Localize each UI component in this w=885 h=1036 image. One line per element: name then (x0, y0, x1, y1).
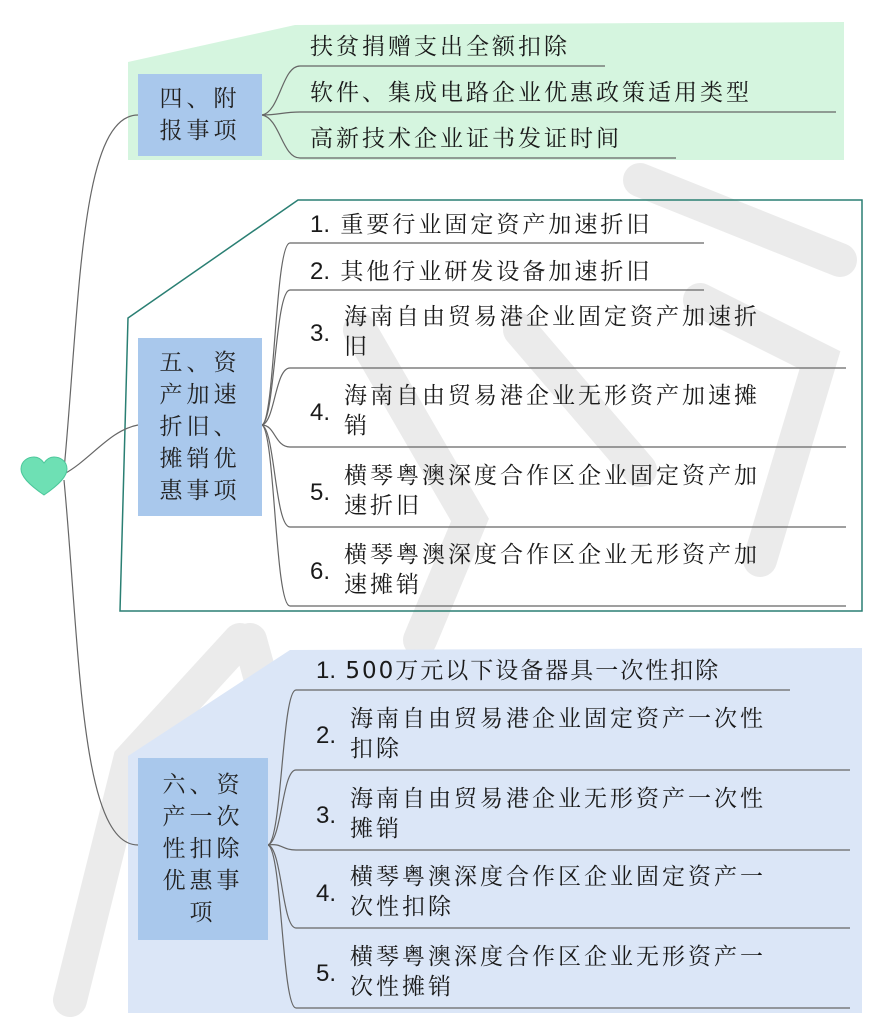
section4-label-line-2: 报事项 (159, 118, 241, 144)
root-connectors (64, 115, 138, 845)
heart-icon (21, 457, 67, 495)
item-text-line-2: 次性摊销 (350, 974, 454, 1000)
item-text: 其他行业研发设备加速折旧 (340, 259, 653, 285)
section6-label-line-5: 项 (189, 900, 217, 926)
section5-item-3 (344, 302, 760, 362)
section5-label-line-2: 产加速 (159, 382, 241, 408)
section6-label-line-4: 优惠事 (162, 868, 244, 894)
item-text: 扶贫捐赠支出全额扣除 (310, 34, 570, 60)
section6-item-2 (350, 704, 766, 764)
item-text-line-1: 海南自由贸易港企业无形资产一次性 (350, 786, 766, 812)
item-text-line-2: 摊销 (350, 816, 402, 842)
section5-label-line-4: 摊销优 (159, 446, 241, 472)
section4-label-line-1: 四、附 (159, 86, 241, 112)
section6-item-5 (350, 942, 766, 1002)
section5-item-2 (310, 257, 652, 287)
item-text-line-1: 横琴粤澳深度合作区企业固定资产加 (344, 463, 760, 489)
section5-label-line-3: 折旧、 (159, 414, 241, 440)
item-text: 软件、集成电路企业优惠政策适用类型 (310, 80, 752, 106)
section5-item-6 (344, 540, 760, 600)
item-text: 500万元以下设备器具一次性扣除 (345, 658, 721, 684)
item-text-line-2: 速折旧 (344, 493, 422, 519)
item-text-line-1: 横琴粤澳深度合作区企业无形资产加 (344, 542, 760, 568)
section6-label-line-3: 性扣除 (162, 836, 244, 862)
section6-label-line-2: 产一次 (162, 804, 244, 830)
section6-item-3 (350, 784, 766, 844)
section6-label (138, 758, 268, 940)
section6-item-1 (316, 656, 720, 686)
item-text-line-2: 旧 (344, 334, 370, 360)
item-number: 1. (316, 657, 337, 684)
item-text-line-2: 次性扣除 (350, 894, 454, 920)
section4-label (138, 74, 262, 156)
section5-label (138, 338, 262, 516)
item-text-line-1: 海南自由贸易港企业固定资产加速折 (344, 304, 760, 330)
item-text-line-2: 速摊销 (344, 572, 422, 598)
section6-label-line-1: 六、资 (162, 772, 244, 798)
item-text-line-1: 横琴粤澳深度合作区企业固定资产一 (350, 864, 766, 890)
item-text-line-2: 扣除 (350, 736, 402, 762)
section5-item-1 (310, 210, 652, 240)
section5-item-4 (344, 381, 760, 441)
item-number: 2. (310, 258, 331, 285)
section6-item-2-number: 2. (316, 722, 337, 749)
section6-item-4-number: 4. (316, 880, 337, 907)
section5-label-line-5: 惠事项 (159, 478, 241, 504)
section4-item-3 (310, 124, 622, 154)
section6-item-3-number: 3. (316, 802, 337, 829)
section5-item-5 (344, 461, 760, 521)
section4-item-2 (310, 78, 752, 108)
section4-item-1 (310, 32, 570, 62)
section5-item-5-number: 5. (310, 479, 331, 506)
section6-item-5-number: 5. (316, 960, 337, 987)
item-text: 重要行业固定资产加速折旧 (340, 212, 653, 238)
item-text-line-1: 海南自由贸易港企业无形资产加速摊 (344, 383, 760, 409)
item-text-line-1: 海南自由贸易港企业固定资产一次性 (350, 706, 766, 732)
item-text-line-2: 销 (344, 413, 370, 439)
item-text-line-1: 横琴粤澳深度合作区企业无形资产一 (350, 944, 766, 970)
item-number: 1. (310, 211, 331, 238)
section6-item-4 (350, 862, 766, 922)
section5-item-3-number: 3. (310, 320, 331, 347)
item-text: 高新技术企业证书发证时间 (310, 126, 622, 152)
section5-label-line-1: 五、资 (159, 350, 241, 376)
section5-item-6-number: 6. (310, 558, 331, 585)
section5-item-4-number: 4. (310, 399, 331, 426)
